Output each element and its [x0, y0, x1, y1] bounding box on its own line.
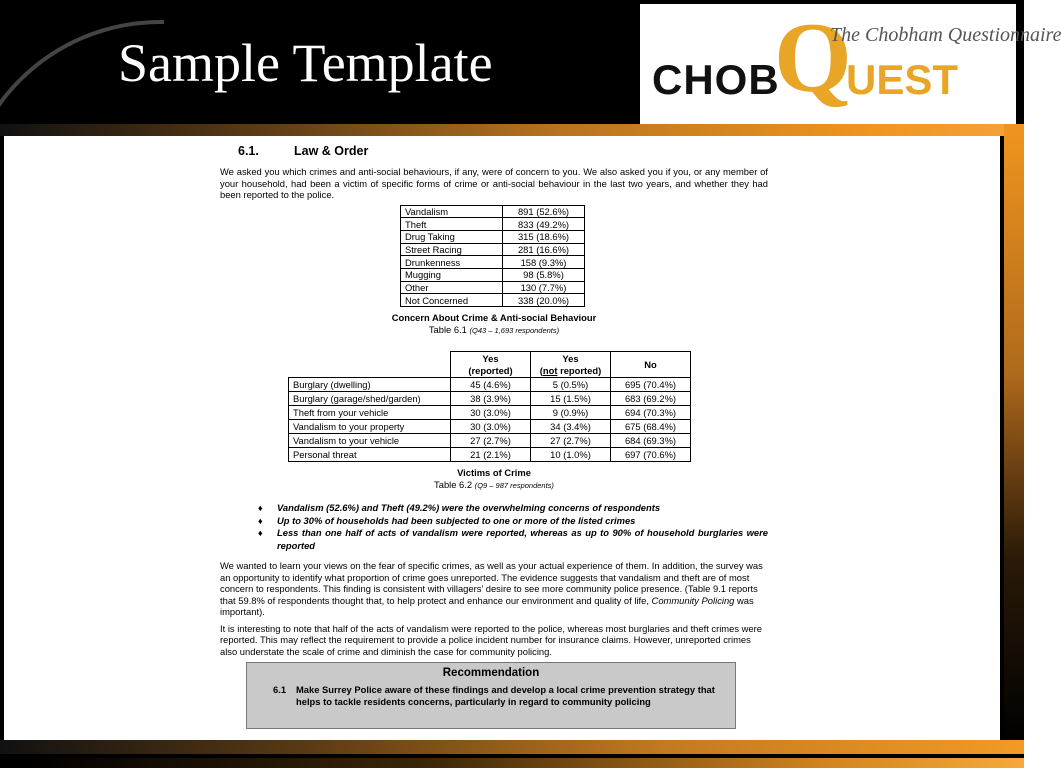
victims-table-caption — [220, 467, 768, 492]
no-cell: 675 (68.4%) — [611, 420, 691, 434]
findings-list — [220, 502, 768, 552]
crime-cell: Burglary (dwelling) — [289, 378, 451, 392]
table-row — [289, 448, 691, 462]
crime-cell: Vandalism to your vehicle — [289, 434, 451, 448]
caption-line — [220, 324, 768, 337]
slide-title: Sample Template — [118, 33, 493, 93]
concern-count-cell: 315 (18.6%) — [503, 230, 585, 243]
crime-type-cell: Not Concerned — [401, 294, 503, 307]
section-number: 6.1. — [238, 144, 259, 158]
header-text-part: reported) — [557, 364, 602, 376]
table-row — [289, 434, 691, 448]
yes-reported-cell: 21 (2.1%) — [451, 448, 531, 462]
crime-cell: Theft from your vehicle — [289, 406, 451, 420]
crime-type-cell: Drunkenness — [401, 256, 503, 269]
crime-type-cell: Other — [401, 281, 503, 294]
document-page — [4, 136, 1000, 740]
crime-type-cell: Vandalism — [401, 205, 503, 218]
yes-reported-cell: 38 (3.9%) — [451, 392, 531, 406]
concern-table — [400, 205, 585, 308]
analysis-paragraph — [220, 560, 768, 618]
table-row — [289, 406, 691, 420]
recommendation-box — [246, 662, 736, 729]
paragraph-italic-text: Community Policing — [651, 594, 735, 606]
no-cell: 697 (70.6%) — [611, 448, 691, 462]
paragraph-text: We wanted to learn your views on the fear of specific crimes, as well as your actual experience of them. In addition, the survey was an opportunity to identify what proportion of crime goes unreported. The evidence suggests that vandalism and theft are of most concern to respondents. This finding is consistent with villagers’ desire to see more community police presence. (Table 9.1 reports that 59.8% of respondents thought that, to help protect and enhance our environment and quality of life, — [220, 560, 763, 606]
yes-not-reported-cell: 15 (1.5%) — [531, 392, 611, 406]
diamond-bullet-icon: ♦ — [258, 528, 263, 539]
paragraph-text: was important). — [220, 594, 754, 618]
no-cell: 694 (70.3%) — [611, 406, 691, 420]
observation-paragraph: It is interesting to note that half of the acts of vandalism were reported to the police, whereas most burglaries and theft crimes were reported. This may reflect the requirement to provide a police incident number for insurance claims. However, unreported crimes also understate the scale of crime and diminish the case for community policing. — [220, 622, 762, 657]
crime-cell: Vandalism to your property — [289, 420, 451, 434]
table-header-row — [289, 352, 691, 378]
logo-tagline: The Chobham Questionnaire — [830, 24, 1061, 46]
recommendation-title: Recommendation — [442, 667, 540, 679]
yes-reported-cell: 30 (3.0%) — [451, 406, 531, 420]
crime-cell: Personal threat — [289, 448, 451, 462]
yes-not-reported-cell: 9 (0.9%) — [531, 406, 611, 420]
yes-not-reported-cell: 27 (2.7%) — [531, 434, 611, 448]
crime-type-cell: Mugging — [401, 268, 503, 281]
diamond-bullet-icon: ♦ — [258, 515, 263, 526]
top-accent-bar — [0, 124, 1024, 136]
concern-count-cell: 338 (20.0%) — [503, 294, 585, 307]
table-row — [401, 243, 585, 256]
table-row — [401, 256, 585, 269]
concern-count-cell: 98 (5.8%) — [503, 268, 585, 281]
table-row — [401, 294, 585, 307]
table-row — [289, 420, 691, 434]
table-row — [401, 281, 585, 294]
header-text: Yes — [562, 352, 579, 364]
header-text-underlined: not — [542, 364, 558, 376]
yes-not-reported-cell: 5 (0.5%) — [531, 378, 611, 392]
concern-count-cell: 130 (7.7%) — [503, 281, 585, 294]
recommendation-item — [247, 684, 735, 709]
recommendation-text: Make Surrey Police aware of these findings and develop a local crime prevention strategy that helps to tackle residents concerns, particularly in regard to community policing — [296, 684, 715, 708]
yes-reported-cell: 45 (4.6%) — [451, 378, 531, 392]
table-row — [401, 230, 585, 243]
table-row — [401, 218, 585, 231]
bottom-accent-bar — [0, 740, 1024, 754]
crime-type-cell: Drug Taking — [401, 230, 503, 243]
yes-not-reported-cell: 34 (3.4%) — [531, 420, 611, 434]
victims-table — [288, 351, 691, 462]
caption-source: (Q9 – 987 respondents) — [474, 481, 554, 490]
caption-title: Victims of Crime — [457, 467, 531, 478]
bullet-text: Vandalism (52.6%) and Theft (49.2%) were the overwhelming concerns of respondents — [277, 502, 661, 513]
recommendation-number: 6.1 — [273, 684, 287, 695]
no-cell: 684 (69.3%) — [611, 434, 691, 448]
list-item — [220, 502, 768, 515]
diamond-bullet-icon: ♦ — [258, 503, 263, 513]
header-yes-reported — [451, 352, 531, 378]
chobquest-logo — [640, 2, 1061, 124]
header-text: (reported) — [468, 364, 513, 376]
header-text — [535, 365, 606, 377]
header-blank-cell — [289, 352, 451, 378]
section-title: Law & Order — [294, 144, 369, 158]
logo-wordmark-left: CHOB — [652, 56, 780, 103]
document-body — [220, 142, 768, 657]
yes-reported-cell: 30 (3.0%) — [451, 420, 531, 434]
section-heading — [238, 144, 768, 162]
bottom-accent-bar-secondary — [24, 758, 1024, 768]
concern-count-cell: 281 (16.6%) — [503, 243, 585, 256]
crime-type-cell: Street Racing — [401, 243, 503, 256]
list-item — [220, 527, 768, 552]
bullet-text: Less than one half of acts of vandalism were reported, whereas as up to 90% of household burglaries were reported — [277, 527, 768, 551]
no-cell: 695 (70.4%) — [611, 378, 691, 392]
header-text: Yes — [482, 352, 499, 364]
table-row — [289, 392, 691, 406]
table-row — [401, 205, 585, 218]
concern-table-wrapper — [220, 205, 768, 308]
logo-q-letter: Q — [774, 2, 852, 113]
caption-table-number: Table 6.1 — [428, 324, 467, 335]
right-accent-bar — [1004, 124, 1024, 744]
intro-paragraph: We asked you which crimes and anti-social behaviours, if any, were of concern to you. We also asked you if you, or any member of your household, had been a victim of specific forms of crime or anti-social behaviour in the last two years, and whether they had been reported to the police. — [220, 166, 768, 200]
list-item — [220, 515, 768, 528]
caption-table-number: Table 6.2 — [434, 479, 473, 490]
header-yes-not-reported — [531, 352, 611, 378]
table-row — [401, 268, 585, 281]
table-row — [289, 378, 691, 392]
crime-cell: Burglary (garage/shed/garden) — [289, 392, 451, 406]
caption-line — [220, 479, 768, 492]
logo-wordmark-right: UEST — [846, 56, 959, 103]
concern-count-cell: 891 (52.6%) — [503, 205, 585, 218]
yes-reported-cell: 27 (2.7%) — [451, 434, 531, 448]
no-cell: 683 (69.2%) — [611, 392, 691, 406]
concern-table-caption — [220, 312, 768, 337]
header-text-part: ( — [539, 364, 543, 376]
crime-type-cell: Theft — [401, 218, 503, 231]
yes-not-reported-cell: 10 (1.0%) — [531, 448, 611, 462]
concern-count-cell: 833 (49.2%) — [503, 218, 585, 231]
caption-title: Concern About Crime & Anti-social Behaviour — [391, 312, 597, 323]
bullet-text: Up to 30% of households had been subjected to one or more of the listed crimes — [277, 514, 636, 526]
header-no: No — [611, 352, 691, 378]
caption-source: (Q43 – 1,693 respondents) — [469, 326, 560, 335]
concern-count-cell: 158 (9.3%) — [503, 256, 585, 269]
